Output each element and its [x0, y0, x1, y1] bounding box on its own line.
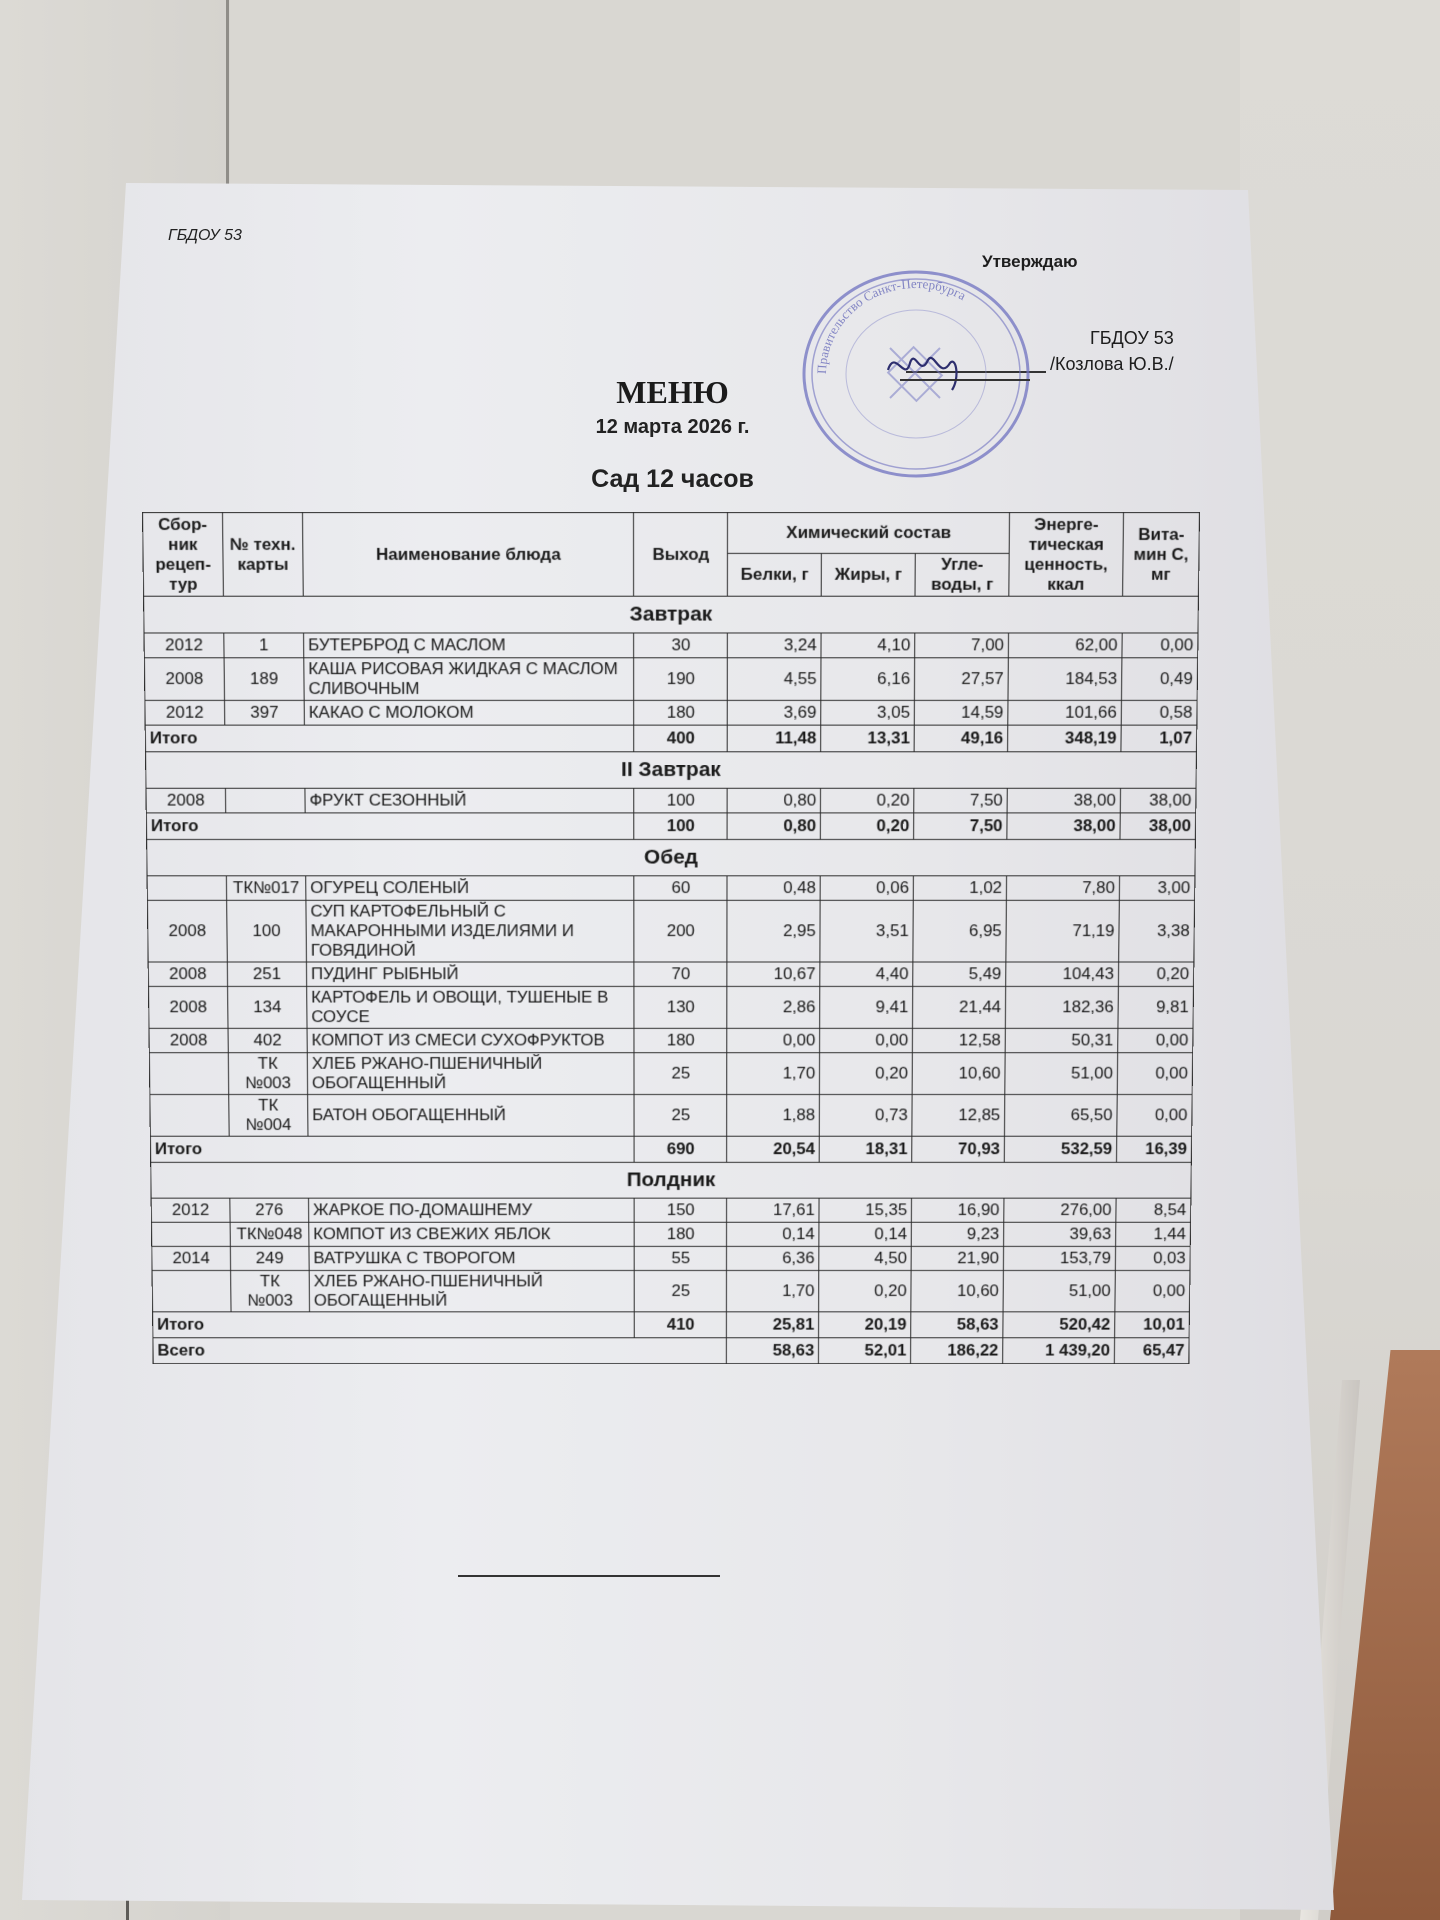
cell-protein: 4,55	[728, 658, 822, 701]
cell-carbs: 1,02	[913, 876, 1006, 901]
section-header-row	[146, 752, 1197, 788]
table-row	[147, 876, 1195, 901]
cell-fat: 0,06	[820, 876, 913, 901]
cell-card-number: ТК №004	[229, 1094, 308, 1136]
cell-fat: 4,50	[819, 1246, 911, 1270]
cell-collection: 2008	[149, 1028, 228, 1052]
cell-carbs: 27,57	[915, 658, 1009, 701]
approve-label: Утверждаю	[982, 252, 1078, 271]
total-row	[146, 813, 1195, 840]
table-row	[152, 1246, 1191, 1270]
cell-collection: 2008	[148, 962, 227, 986]
table-row	[149, 1028, 1193, 1052]
cell-energy: 7,80	[1006, 876, 1119, 901]
table-row	[150, 1094, 1192, 1136]
cell-collection: 2008	[146, 788, 226, 813]
cell-fat: 9,41	[820, 986, 913, 1028]
cell-dish-name: ФРУКТ СЕЗОННЫЙ	[305, 788, 634, 813]
menu-table-body	[144, 596, 1199, 1363]
total-output: 690	[634, 1136, 727, 1162]
cell-output: 200	[634, 900, 727, 962]
cell-collection: 2008	[144, 658, 224, 701]
cell-card-number: 397	[224, 700, 304, 725]
column-header-protein: Белки, г	[728, 553, 822, 596]
total-protein: 0,80	[727, 813, 820, 840]
cell-card-number: 100	[227, 900, 307, 962]
table-row	[149, 1053, 1192, 1095]
total-protein: 20,54	[727, 1136, 820, 1162]
cell-carbs: 14,59	[914, 700, 1008, 725]
cell-energy: 104,43	[1006, 962, 1119, 986]
total-fat: 13,31	[821, 725, 915, 752]
cell-vitamin: 9,81	[1118, 986, 1194, 1028]
cell-output: 25	[635, 1270, 727, 1311]
cell-energy: 38,00	[1007, 788, 1120, 813]
cell-energy: 51,00	[1005, 1053, 1118, 1095]
cell-vitamin: 38,00	[1120, 788, 1196, 813]
cell-dish-name: ВАТРУШКА С ТВОРОГОМ	[309, 1246, 635, 1270]
cell-carbs: 10,60	[912, 1053, 1005, 1095]
cell-vitamin: 0,00	[1117, 1094, 1192, 1136]
cell-fat: 3,51	[820, 900, 913, 962]
cell-protein: 3,24	[728, 633, 822, 658]
total-row	[153, 1312, 1190, 1338]
cell-dish-name: ПУДИНГ РЫБНЫЙ	[306, 962, 634, 986]
bottom-signature-line	[458, 1575, 720, 1577]
approver-name: /Козлова Ю.В./	[1050, 354, 1174, 374]
cell-collection: 2014	[152, 1246, 231, 1270]
cell-carbs: 9,23	[911, 1222, 1003, 1246]
total-protein: 25,81	[727, 1312, 819, 1338]
section-title: Полдник	[151, 1162, 1192, 1198]
grand-total-protein: 58,63	[727, 1338, 819, 1364]
total-label: Итого	[150, 1136, 634, 1162]
cell-card-number: ТК №003	[231, 1270, 310, 1311]
table-row	[152, 1270, 1190, 1311]
cell-protein: 1,70	[727, 1053, 820, 1095]
cell-vitamin: 0,20	[1118, 962, 1193, 986]
total-vitamin: 16,39	[1116, 1136, 1191, 1162]
total-carbs: 58,63	[911, 1312, 1003, 1338]
section-header-row	[147, 839, 1196, 875]
cell-carbs: 12,58	[913, 1028, 1006, 1052]
total-energy: 520,42	[1003, 1312, 1115, 1338]
cell-protein: 0,80	[727, 788, 820, 813]
group-label: Сад 12 часов	[591, 465, 754, 493]
total-fat: 0,20	[821, 813, 914, 840]
cell-energy: 153,79	[1003, 1246, 1115, 1270]
column-header-output: Выход	[634, 512, 728, 596]
cell-energy: 62,00	[1008, 633, 1122, 658]
cell-card-number: ТК№048	[230, 1222, 309, 1246]
column-header-chemical-composition: Химический состав	[728, 512, 1010, 553]
cell-protein: 17,61	[727, 1198, 819, 1222]
cell-collection	[149, 1053, 228, 1095]
column-header-carbs: Угле-воды, г	[915, 553, 1009, 596]
cell-energy: 71,19	[1006, 900, 1119, 962]
cell-output: 25	[634, 1094, 727, 1136]
grand-total-row	[153, 1338, 1189, 1364]
cell-carbs: 5,49	[913, 962, 1006, 986]
cell-protein: 1,70	[727, 1270, 819, 1311]
total-vitamin: 38,00	[1120, 813, 1196, 840]
grand-total-carbs: 186,22	[911, 1338, 1003, 1364]
total-label: Итого	[146, 813, 634, 840]
total-row	[150, 1136, 1191, 1162]
cell-vitamin: 0,00	[1122, 633, 1198, 658]
total-output: 100	[634, 813, 727, 840]
table-row	[146, 788, 1196, 813]
cell-output: 55	[635, 1246, 727, 1270]
cell-protein: 2,95	[727, 900, 820, 962]
table-row	[147, 900, 1194, 962]
cell-protein: 3,69	[728, 700, 822, 725]
table-row	[144, 658, 1197, 701]
cell-output: 100	[634, 788, 727, 813]
cell-output: 180	[634, 1028, 727, 1052]
cell-energy: 276,00	[1004, 1198, 1116, 1222]
cell-collection	[151, 1222, 230, 1246]
cell-card-number: ТК №003	[228, 1053, 307, 1095]
grand-total-fat: 52,01	[819, 1338, 911, 1364]
cell-vitamin: 0,49	[1121, 658, 1197, 701]
cell-fat: 0,20	[820, 1053, 913, 1095]
cell-collection: 2008	[148, 986, 227, 1028]
cell-fat: 15,35	[819, 1198, 911, 1222]
table-row	[148, 962, 1194, 986]
cell-carbs: 16,90	[912, 1198, 1005, 1222]
cell-protein: 0,48	[727, 876, 820, 901]
svg-text:Правительство Санкт-Петербурга	[814, 276, 969, 374]
cell-protein: 2,86	[727, 986, 820, 1028]
cell-collection	[150, 1094, 229, 1136]
cell-fat: 0,20	[819, 1270, 911, 1311]
cell-output: 150	[635, 1198, 727, 1222]
total-carbs: 49,16	[914, 725, 1008, 752]
cell-vitamin: 0,58	[1121, 700, 1197, 725]
cell-output: 30	[634, 633, 728, 658]
cell-collection: 2012	[144, 633, 224, 658]
total-row	[145, 725, 1197, 752]
document-title: МЕНЮ	[616, 374, 729, 410]
cell-energy: 65,50	[1005, 1094, 1118, 1136]
cell-vitamin: 0,00	[1115, 1270, 1190, 1311]
cell-carbs: 21,90	[911, 1246, 1003, 1270]
cell-card-number: 189	[224, 658, 304, 701]
cell-dish-name: ЖАРКОЕ ПО-ДОМАШНЕМУ	[308, 1198, 634, 1222]
table-row	[144, 633, 1198, 658]
cell-dish-name: КАША РИСОВАЯ ЖИДКАЯ С МАСЛОМ СЛИВОЧНЫМ	[304, 658, 634, 701]
cell-output: 180	[635, 1222, 727, 1246]
section-header-row	[151, 1162, 1192, 1198]
cell-card-number	[225, 788, 305, 813]
cell-card-number: 276	[230, 1198, 309, 1222]
total-energy: 532,59	[1004, 1136, 1116, 1162]
section-header-row	[144, 596, 1199, 633]
cell-dish-name: ОГУРЕЦ СОЛЕНЫЙ	[306, 876, 635, 901]
cell-protein: 6,36	[727, 1246, 819, 1270]
stamp-text: Правительство Санкт-Петербурга	[813, 275, 969, 375]
total-energy: 38,00	[1007, 813, 1120, 840]
column-header-energy: Энерге-тическая ценность, ккал	[1009, 512, 1124, 596]
column-header-vitamin: Вита-мин С, мг	[1123, 512, 1200, 596]
cell-dish-name: БАТОН ОБОГАЩЕННЫЙ	[308, 1094, 635, 1136]
cell-fat: 4,10	[821, 633, 915, 658]
cell-carbs: 7,00	[915, 633, 1009, 658]
cell-fat: 0,00	[820, 1028, 913, 1052]
table-row	[145, 700, 1197, 725]
cell-output: 25	[634, 1053, 727, 1095]
cell-fat: 6,16	[821, 658, 915, 701]
table-row	[148, 986, 1193, 1028]
cell-vitamin: 8,54	[1116, 1198, 1191, 1222]
cell-output: 130	[634, 986, 727, 1028]
total-output: 400	[634, 725, 727, 752]
column-header-fat: Жиры, г	[821, 553, 915, 596]
cell-collection	[147, 876, 227, 901]
cell-collection	[152, 1270, 231, 1311]
cell-card-number: 134	[228, 986, 307, 1028]
total-label: Итого	[153, 1312, 635, 1338]
cell-energy: 39,63	[1004, 1222, 1116, 1246]
cell-fat: 0,73	[820, 1094, 913, 1136]
document-date: 12 марта 2026 г.	[595, 416, 750, 438]
approver-organization: ГБДОУ 53	[1090, 328, 1174, 348]
cell-carbs: 7,50	[914, 788, 1007, 813]
cell-dish-name: СУП КАРТОФЕЛЬНЫЙ С МАКАРОННЫМИ ИЗДЕЛИЯМИ И ГОВЯДИНОЙ	[306, 900, 634, 962]
cell-protein: 10,67	[727, 962, 820, 986]
total-label: Итого	[145, 725, 634, 752]
cell-carbs: 12,85	[912, 1094, 1005, 1136]
cell-dish-name: КОМПОТ ИЗ СМЕСИ СУХОФРУКТОВ	[307, 1028, 634, 1052]
cell-dish-name: КАКАО С МОЛОКОМ	[304, 700, 634, 725]
cell-energy: 184,53	[1008, 658, 1122, 701]
cell-dish-name: ХЛЕБ РЖАНО-ПШЕНИЧНЫЙ ОБОГАЩЕННЫЙ	[307, 1053, 634, 1095]
cell-output: 70	[634, 962, 727, 986]
cell-carbs: 21,44	[913, 986, 1006, 1028]
cell-protein: 0,00	[727, 1028, 820, 1052]
total-fat: 18,31	[819, 1136, 912, 1162]
section-title: Завтрак	[144, 596, 1199, 633]
cell-dish-name: ХЛЕБ РЖАНО-ПШЕНИЧНЫЙ ОБОГАЩЕННЫЙ	[309, 1270, 635, 1311]
table-row	[151, 1198, 1191, 1222]
cell-energy: 51,00	[1003, 1270, 1115, 1311]
cell-vitamin: 3,00	[1119, 876, 1195, 901]
cell-output: 190	[634, 658, 728, 701]
menu-table	[142, 512, 1200, 1364]
cell-output: 60	[634, 876, 727, 901]
cell-card-number: 249	[230, 1246, 309, 1270]
total-vitamin: 1,07	[1121, 725, 1197, 752]
cell-carbs: 6,95	[913, 900, 1006, 962]
cell-energy: 101,66	[1008, 700, 1122, 725]
cell-vitamin: 3,38	[1119, 900, 1195, 962]
cell-dish-name: БУТЕРБРОД С МАСЛОМ	[303, 633, 634, 658]
grand-total-label: Всего	[153, 1338, 727, 1364]
total-protein: 11,48	[728, 725, 821, 752]
cell-vitamin: 1,44	[1116, 1222, 1191, 1246]
column-header-card-number: № техн. карты	[222, 512, 303, 596]
column-header-collection: Сбор-ник рецеп-тур	[143, 512, 224, 596]
total-fat: 20,19	[819, 1312, 911, 1338]
cell-energy: 182,36	[1005, 986, 1118, 1028]
total-carbs: 7,50	[914, 813, 1007, 840]
cell-output: 180	[634, 700, 728, 725]
organization-label: ГБДОУ 53	[168, 227, 242, 244]
cell-fat: 0,20	[821, 788, 914, 813]
cell-fat: 4,40	[820, 962, 913, 986]
grand-total-energy: 1 439,20	[1003, 1338, 1115, 1364]
total-energy: 348,19	[1008, 725, 1122, 752]
cell-collection: 2012	[151, 1198, 230, 1222]
cell-card-number: 402	[228, 1028, 307, 1052]
cell-card-number: 251	[227, 962, 306, 986]
cell-fat: 0,14	[819, 1222, 911, 1246]
cell-vitamin: 0,00	[1118, 1028, 1193, 1052]
total-vitamin: 10,01	[1115, 1312, 1190, 1338]
cell-protein: 1,88	[727, 1094, 820, 1136]
cell-card-number: ТК№017	[226, 876, 306, 901]
section-title: Обед	[147, 839, 1196, 875]
table-row	[151, 1222, 1190, 1246]
cell-vitamin: 0,03	[1115, 1246, 1190, 1270]
table-header-row	[143, 512, 1200, 553]
total-carbs: 70,93	[912, 1136, 1005, 1162]
cell-protein: 0,14	[727, 1222, 819, 1246]
cell-collection: 2008	[147, 900, 227, 962]
cell-dish-name: КАРТОФЕЛЬ И ОВОЩИ, ТУШЕНЫЕ В СОУСЕ	[307, 986, 635, 1028]
cell-energy: 50,31	[1005, 1028, 1118, 1052]
column-header-dish-name: Наименование блюда	[302, 512, 634, 596]
cell-fat: 3,05	[821, 700, 915, 725]
cell-collection: 2012	[145, 700, 225, 725]
cell-vitamin: 0,00	[1117, 1053, 1192, 1095]
cell-carbs: 10,60	[911, 1270, 1003, 1311]
section-title: II Завтрак	[146, 752, 1197, 788]
total-output: 410	[635, 1312, 727, 1338]
grand-total-vitamin: 65,47	[1114, 1338, 1189, 1364]
cell-dish-name: КОМПОТ ИЗ СВЕЖИХ ЯБЛОК	[309, 1222, 635, 1246]
cell-card-number: 1	[224, 633, 304, 658]
